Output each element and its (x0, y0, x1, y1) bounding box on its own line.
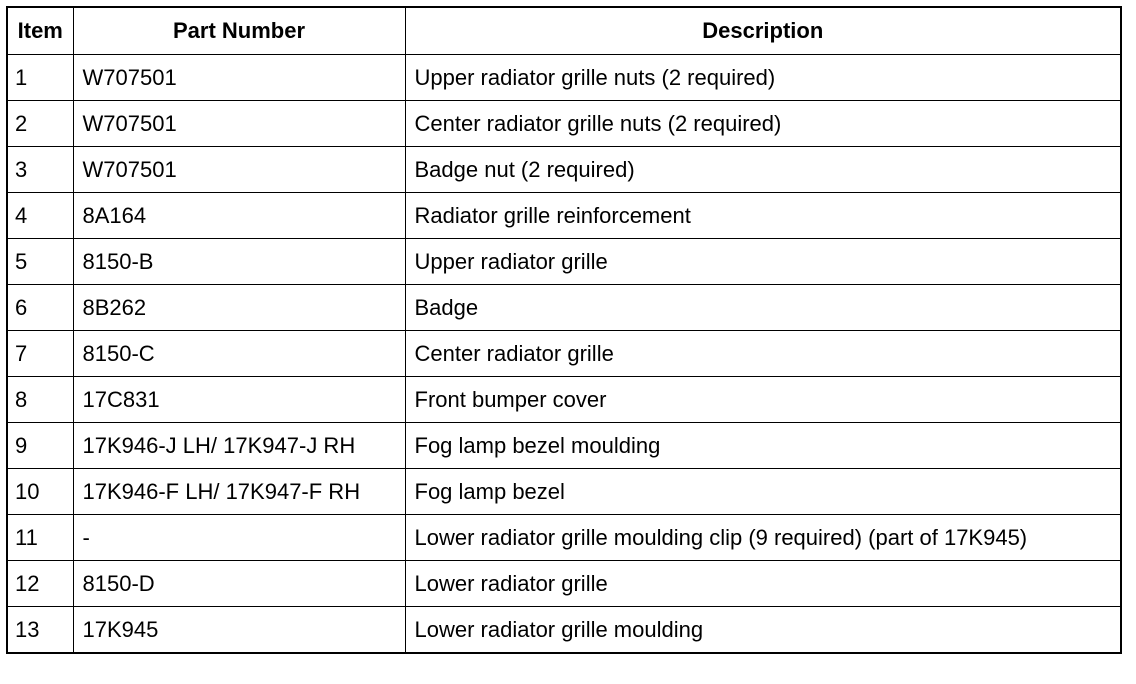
cell-item: 4 (7, 193, 73, 239)
cell-item: 7 (7, 331, 73, 377)
cell-part-number: 17C831 (73, 377, 405, 423)
header-item: Item (7, 7, 73, 55)
table-row (7, 607, 1121, 654)
table-row (7, 101, 1121, 147)
cell-description: Center radiator grille (405, 331, 1121, 377)
cell-part-number: - (73, 515, 405, 561)
cell-description: Lower radiator grille (405, 561, 1121, 607)
cell-item: 3 (7, 147, 73, 193)
cell-description: Badge (405, 285, 1121, 331)
cell-description: Badge nut (2 required) (405, 147, 1121, 193)
table-row (7, 55, 1121, 101)
cell-part-number: 8B262 (73, 285, 405, 331)
table-row (7, 377, 1121, 423)
cell-part-number: W707501 (73, 55, 405, 101)
cell-item: 12 (7, 561, 73, 607)
cell-item: 9 (7, 423, 73, 469)
table-row (7, 331, 1121, 377)
header-part-number: Part Number (73, 7, 405, 55)
cell-part-number: 8150-B (73, 239, 405, 285)
cell-description: Front bumper cover (405, 377, 1121, 423)
table-row (7, 423, 1121, 469)
header-row (7, 7, 1121, 55)
cell-description: Center radiator grille nuts (2 required) (405, 101, 1121, 147)
cell-item: 11 (7, 515, 73, 561)
cell-part-number: 17K946-J LH/ 17K947-J RH (73, 423, 405, 469)
cell-item: 1 (7, 55, 73, 101)
cell-description: Lower radiator grille moulding (405, 607, 1121, 654)
cell-part-number: 17K946-F LH/ 17K947-F RH (73, 469, 405, 515)
table-row (7, 147, 1121, 193)
cell-part-number: 8150-C (73, 331, 405, 377)
table-row (7, 469, 1121, 515)
cell-part-number: W707501 (73, 147, 405, 193)
table-row (7, 561, 1121, 607)
table-row (7, 515, 1121, 561)
table-header (7, 7, 1121, 55)
cell-part-number: 17K945 (73, 607, 405, 654)
table-row (7, 193, 1121, 239)
cell-item: 10 (7, 469, 73, 515)
cell-part-number: 8150-D (73, 561, 405, 607)
cell-description: Fog lamp bezel moulding (405, 423, 1121, 469)
table-row (7, 239, 1121, 285)
cell-description: Upper radiator grille nuts (2 required) (405, 55, 1121, 101)
cell-part-number: 8A164 (73, 193, 405, 239)
cell-description: Upper radiator grille (405, 239, 1121, 285)
cell-item: 5 (7, 239, 73, 285)
cell-item: 13 (7, 607, 73, 654)
table-row (7, 285, 1121, 331)
cell-description: Fog lamp bezel (405, 469, 1121, 515)
cell-part-number: W707501 (73, 101, 405, 147)
parts-table (6, 6, 1122, 654)
cell-item: 6 (7, 285, 73, 331)
table-body (7, 55, 1121, 654)
cell-description: Radiator grille reinforcement (405, 193, 1121, 239)
cell-item: 2 (7, 101, 73, 147)
cell-description: Lower radiator grille moulding clip (9 required) (part of 17K945) (405, 515, 1121, 561)
header-description: Description (405, 7, 1121, 55)
cell-item: 8 (7, 377, 73, 423)
